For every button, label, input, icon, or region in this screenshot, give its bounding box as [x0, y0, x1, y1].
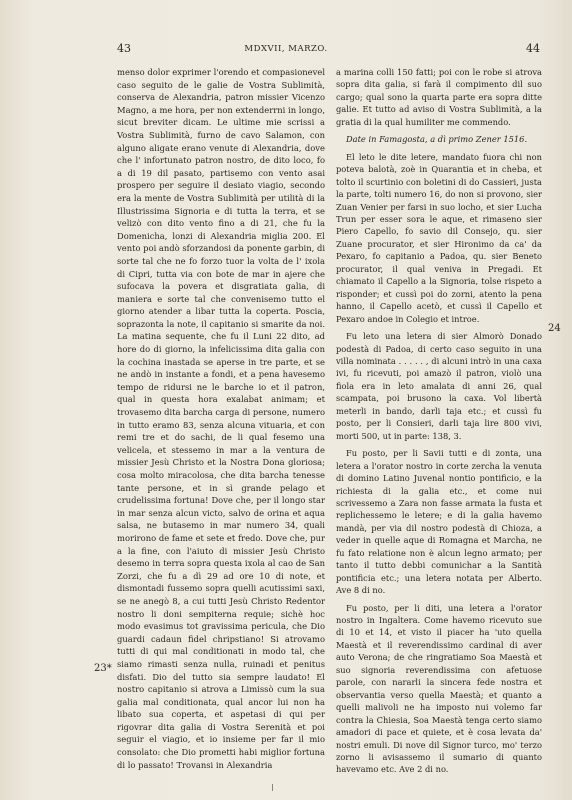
paragraph: Fu posto, per li diti, una letera a l'orator nostro in Ingaltera. Come havemo ricevuto sue di 10 et 14, et visto il piacer ha 'uto quella Maestà et il reverendissimo cardinal di aver auto Verona; de che ringratiamo Soa Maestà et suo signoria reverendissima con afetuose parole, con nararli la sincera fede nostra et observantia verso quella Maestà; et quanto a quelli malivoli ne ha imposto nui volemo far contra la Chiesia, Soa Maestà tenga certo siamo amadori di pace et quiete, et è cosa levata da' nostri emuli. Di nove dil Signor turco, mo' terzo zorno li avisassemo il sumario di quanto havevamo etc. Ave 2 di no. [336, 602, 542, 775]
paragraph: Fu posto, per li Savii tutti e di zonta, una letera a l'orator nostro in corte zercha la venuta di domino Latino Juvenal nontio pontificio, e la richiesta di la galia etc., et come nui scrivessemo a Zara non fasse armata la fusta et replichessemo le letere; e di la galia havemo mandà, per via dil nostro podestà di Chioza, a veder in quelle aque di Romagna et Marcha, ne fu fato relatione non è alcun legno armato; per tanto il tutto debbi comunichar a la Santità pontificia etc.; una letera notata per Alberto. Ave 8 di no. [336, 448, 542, 596]
paragraph: El leto le dite letere, mandato fuora chi non poteva balotà, zoè in Quarantia et in cheba, et tolto il scurtinio con boletini di do Cassieri, justa la parte, tolti numero 16, do non si provono, sier Zuan Venier per farsi in suo locho, et sier Lucha Trun per esser sora le aque, et rimaseno sier Piero Capello, fo savio dil Consejo, qu. sier Zuane procurator, et sier Hironimo da ca' da Pexaro, fo capitanio a Padoa, qu. sier Beneto procurator, il qual veniva in Pregadi. Et chiamato il Capello a la Signoria, tolse rispeto a risponder; et cussì poi do zorni, atento la pena hanno, il Capello acetò, et cussì il Capello et Pexaro andoe in Colegio et introe. [336, 151, 542, 324]
page-header [0, 42, 572, 60]
left-column [117, 66, 325, 771]
page-number-left: 43 [117, 42, 131, 55]
paragraph: Fu leto una letera di sier Almorò Donado podestà di Padoa, di certo caso seguito in una villa nominata . . . . . , di alcuni intrò in una caxa ivi, fu ricevuti, poi amazò il patron, violò una fiola era in leto amalata di anni 26, qual scampata, poi brusono la caxa. Vol libertà meterli in bando, darli taja etc.; et cussì fu posto, per li Consieri, darli taja lire 800 vivi, morti 500, ut in parte: 138, 3. [336, 331, 542, 441]
paragraph: a marina colli 150 fatti; poi con le robe si atrova sopra dita galia, si farà il compimento dil suo cargo; qual sono la quarta parte era sopra ditte galie. Et tutto ad aviso di Vostra Sublimità, a la gratia di la qual humiliter me commendo. [336, 67, 542, 127]
running-head: MDXVII, MARZO. [244, 44, 328, 54]
margin-number-left: 23* [94, 663, 112, 674]
right-column [336, 66, 542, 776]
footer-mark [272, 784, 273, 791]
page-number-right: 44 [526, 42, 540, 55]
paragraph: menso dolor exprimer l'orendo et compasionevel caso seguito de le galie de Vostra Sublimità, conserva de Alexandria, patron missier Vicenzo Magno, a me hora, per non extenderrni in longo, sicut breviter dicam. Le ultime mie scrissi a Vostra Sublimità, furno de cavo Salamon, con alguno aligate erano venute di Alexandria, dove che l' infortunato patron nostro, de dito loco, fo a di 19 dil pasato, partisemo con vento asai prospero per seguire il desiato viagio, secondo era la mente de Vostra Sublimità per utilità di la Illustrissima Signoria e di tutta la terra, et se velizò con dito vento fino a di 21, che fu la Domenicha, lonzi di Alexandria miglia 200. El vento poi andò sforzandosi da ponente garbin, di sorte tal che ne fo forzo tuor la volta de l' ixola di Cipri, tutta via con bote de mar in ajere che sufocava la povera et disgratiata galia, di maniera e sorte tal che convenisemo tutto el giorno atender a libar tutta la coperta. Poscia, soprazonta la note, il capitanio si smarite da noi. La matina sequente, che fu il Luni 22 dito, ad hore do di giorno, la infelicissima dita galia con la cochina inastada se aperse in tre parte, et se ne andò in instante a fondi, et a pena havesemo tempo de ridursi ne le barche io et il patron, qual in questa hora exalabat animam; et trovasemo dita barcha carga di persone, numero in tutto eramo 83, senza alcuna vituaria, et con remi tre et do sachi, de li qual fesemo una velicela, et stessemo in mar a la ventura de missier Jesù Christo et la Nostra Dona gloriosa; cosa molto miracolosa, che dita barcha tenesse tante persone, et in sì grande pelago et crudelissima fortuna! Dove che, per il longo star in mar senza alcun victo, salvo de orina et aqua salsa, ne butasemo in mar numero 34, quali morirono de fame et sete et fredo. Dove che, pur a la fine, con l'aiuto di missier Jesù Christo desemo in terra sopra questa ixola al cao de San Zorzi, che fu a dì 29 ad ore 10 di note, et dismontadi fussemo sopra quelli acutissimi saxi, se ne anegò 8, a cui tutti Jesù Christo Redentor nostro li doni sempiterna requie; sichè hoc modo evasimus tot gravissima pericula, che Dio guardi cadaun fidel chripstiano! Si atrovamo tutti di qui mal conditionati in modo tal, che siamo rimasti senza nulla, ruinadi et penitus disfati. Dio del tutto sia sempre laudato! El nostro capitanio si atrova a Limissò cum la sua galia mal conditionata, qual ancor lui non ha libato sua coperta, et aspetasi di qui per rigovrar dita galia di Vostra Serenità et poi seguir el viagio, et io insieme per far il mio consolato: che Dio prometti habi miglior fortuna di lo passato! Trovansi in Alexandria [117, 67, 325, 770]
margin-number-right: 24 [548, 323, 561, 334]
letter-date: Date in Famagosta, a dì primo Zener 1516. [346, 134, 528, 145]
